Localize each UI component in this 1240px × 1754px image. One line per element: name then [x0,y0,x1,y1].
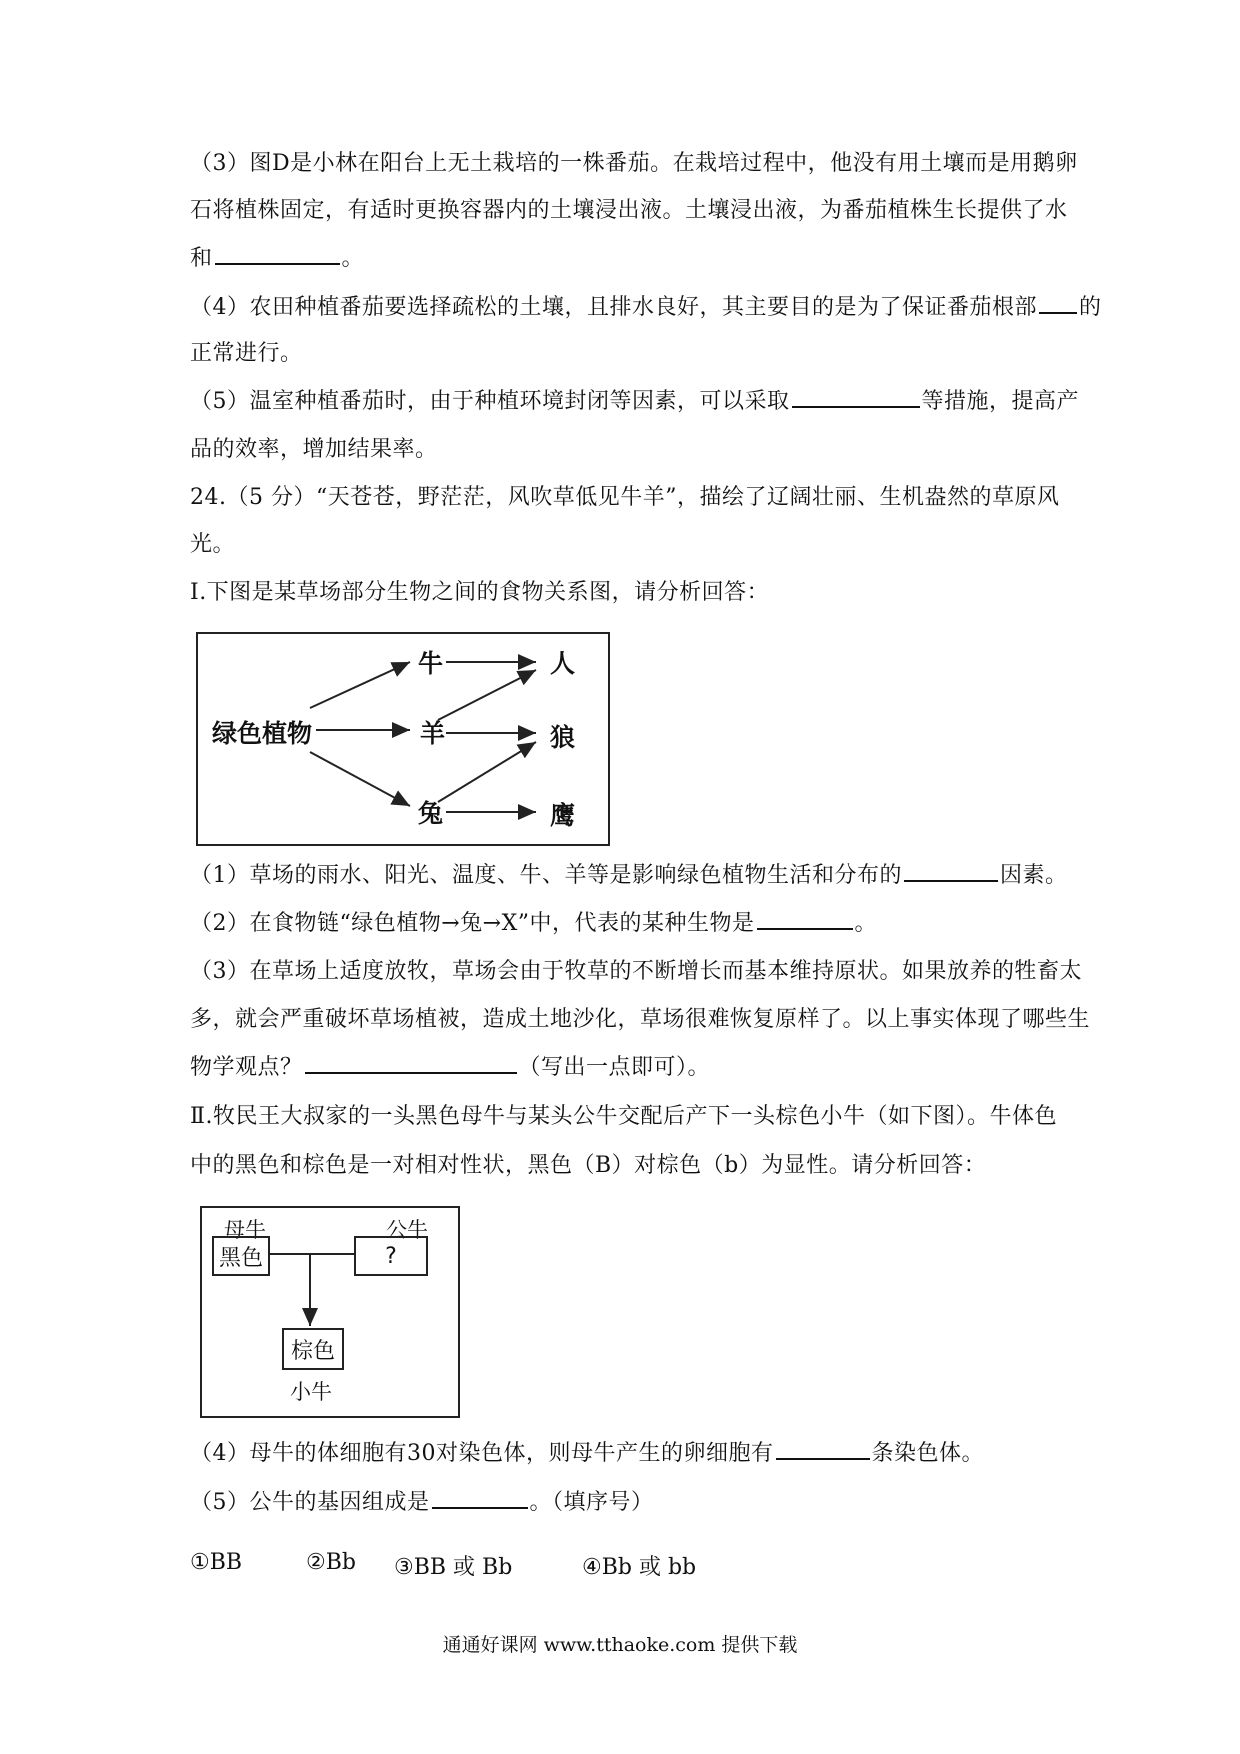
q4-line1 [190,290,1102,321]
sub5-line [190,1485,654,1516]
sub5-pre: （5）公牛的基因组成是 [190,1490,430,1515]
q3-line3 [190,241,364,272]
answer-blank-q5[interactable] [792,384,920,408]
node-green-plant: 绿色植物 [212,719,313,748]
node-wolf: 狼 [550,723,576,752]
q24-line1: 24.（5 分）“天苍苍，野茫茫，风吹草低见牛羊”，描绘了辽阔壮丽、生机盎然的草原风 [190,485,1060,510]
genetic-cross-diagram [200,1206,460,1418]
father-color-box: ? [354,1236,428,1276]
page-footer: 通通好课网 www.tthaoke.com 提供下载 [442,1634,798,1656]
q4-line2: 正常进行。 [190,341,303,366]
sub3-line2: 多，就会严重破坏草场植被，造成土地沙化，草场很难恢复原样了。以上事实体现了哪些生 [190,1007,1091,1032]
sub3-line1: （3）在草场上适度放牧，草场会由于牧草的不断增长而基本维持原状。如果放养的牲畜太 [190,959,1083,984]
q3-line2: 石将植株固定，有适时更换容器内的土壤浸出液。土壤浸出液，为番茄植株生长提供了水 [190,198,1068,223]
option-3[interactable]: ③BB 或 Bb [394,1555,513,1580]
arrow-sheep-human [438,670,536,720]
q24-part1-intro: Ⅰ.下图是某草场部分生物之间的食物关系图，请分析回答： [190,580,770,605]
arrow-rabbit-wolf [438,742,536,802]
option-2[interactable]: ②Bb [306,1550,356,1575]
sub4-pre: （4）母牛的体细胞有30对染色体，则母牛产生的卵细胞有 [190,1441,774,1466]
q5-line1 [190,384,1079,415]
sub2-post: 。 [854,911,878,936]
q3-line3-post: 。 [341,246,365,271]
q4-post: 的 [1079,295,1102,320]
q24-line2: 光。 [190,532,236,557]
sub4-line [190,1436,984,1467]
option-4[interactable]: ④Bb 或 bb [582,1555,697,1580]
node-rabbit: 兔 [418,799,444,828]
q5-line2: 品的效率，增加结果率。 [190,437,438,462]
mother-label: 母牛 [224,1218,266,1242]
sub4-post: 条染色体。 [871,1441,985,1466]
q3-line1: （3）图D是小林在阳台上无土栽培的一株番茄。在栽培过程中，他没有用土壤而是用鹅卵 [190,151,1078,176]
answer-blank-sub4[interactable] [776,1436,870,1460]
answer-blank-q4[interactable] [1039,290,1077,314]
sub1-post: 因素。 [1000,863,1068,888]
sub3-line3 [190,1050,710,1081]
mother-color-box: 黑色 [212,1236,270,1276]
node-sheep: 羊 [420,719,446,748]
arrow-plant-cow [310,662,410,708]
sub1-line [190,858,1068,889]
answer-blank-sub3[interactable] [305,1050,517,1074]
node-human: 人 [550,649,576,678]
node-cow: 牛 [418,649,444,678]
sub5-post: 。（填序号） [529,1490,654,1515]
answer-blank-sub2[interactable] [757,906,853,930]
part2-line1: Ⅱ.牧民王大叔家的一头黑色母牛与某头公牛交配后产下一头棕色小牛（如下图）。牛体色 [190,1104,1057,1129]
arrow-plant-rabbit [310,752,410,806]
answer-blank-sub5[interactable] [432,1485,528,1509]
part2-line2: 中的黑色和棕色是一对相对性状，黑色（B）对棕色（b）为显性。请分析回答： [190,1153,987,1178]
food-web-diagram [196,632,610,846]
sub2-line [190,906,877,937]
sub2-pre: （2）在食物链“绿色植物→兔→X”中，代表的某种生物是 [190,911,755,936]
q3-line3-pre: 和 [190,246,213,271]
q5-pre: （5）温室种植番茄时，由于种植环境封闭等因素，可以采取 [190,389,790,414]
calf-color-box: 棕色 [282,1328,344,1370]
node-eagle: 鹰 [550,801,576,830]
answer-blank-sub1[interactable] [904,858,998,882]
sub3-line3-post: （写出一点即可）。 [518,1055,711,1080]
option-1[interactable]: ①BB [190,1550,243,1575]
q5-post: 等措施，提高产 [921,389,1080,414]
q4-pre: （4）农田种植番茄要选择疏松的土壤，且排水良好，其主要目的是为了保证番茄根部 [190,295,1037,320]
father-label: 公牛 [386,1218,428,1242]
calf-label: 小牛 [290,1380,332,1404]
sub3-line3-pre: 物学观点？ [190,1055,303,1080]
answer-blank-q3[interactable] [215,241,340,265]
sub1-pre: （1）草场的雨水、阳光、温度、牛、羊等是影响绿色植物生活和分布的 [190,863,902,888]
